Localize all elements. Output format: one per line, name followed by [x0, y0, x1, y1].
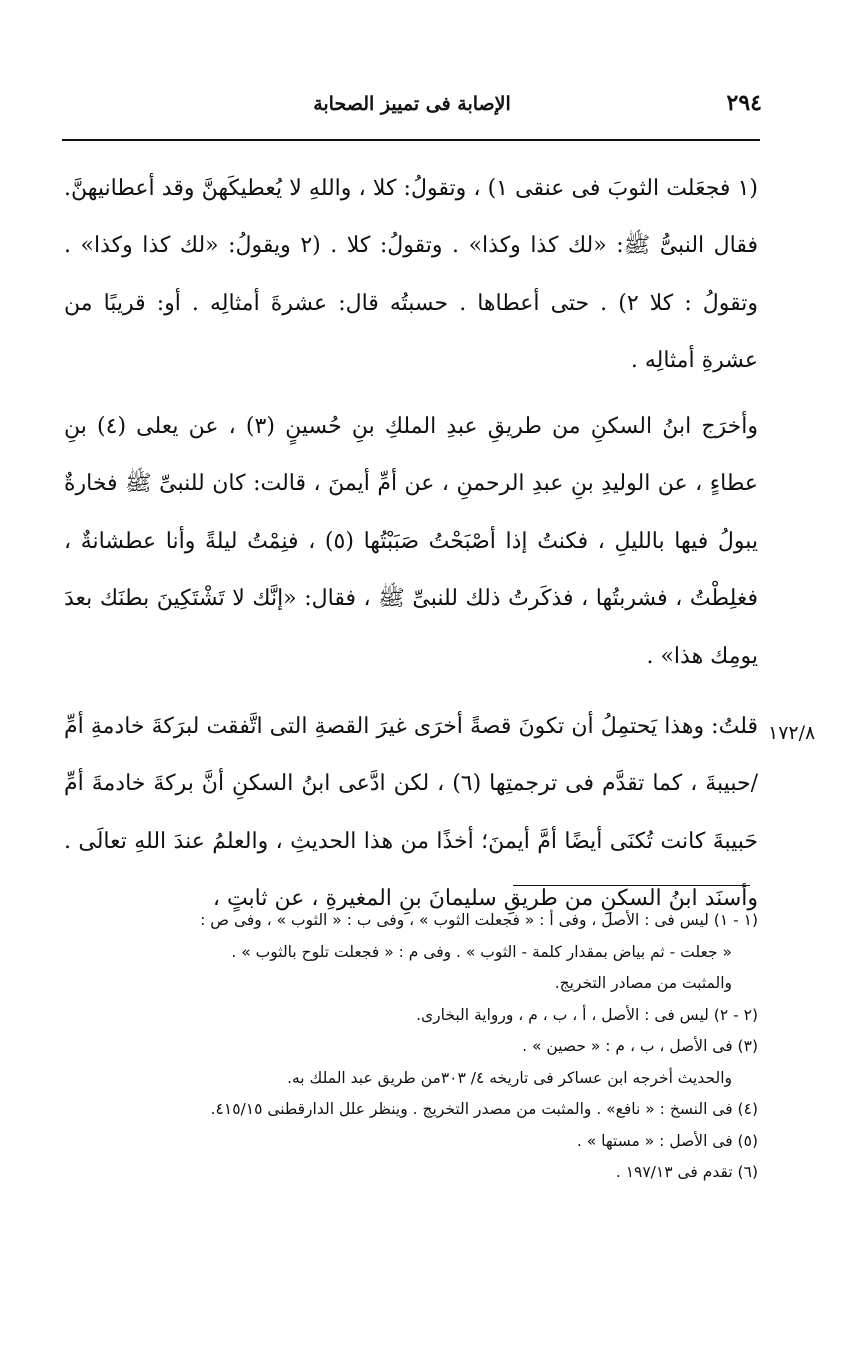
footnote-5: (٥) فى الأصل : « مستها » .: [576, 1131, 758, 1150]
footnote-separator: [513, 885, 750, 886]
footnote-6: (٦) تقدم فى ١٩٧/١٣ .: [615, 1163, 758, 1181]
footnote-4: (٤) فى النسخ : « نافع» . والمثبت من مصدر التخريج . وينظر علل الدارقطنى ٤١٥/١٥.: [210, 1100, 758, 1118]
footnote-1-cont-2: والمثبت من مصادر التخريج.: [554, 974, 732, 992]
margin-reference: ١٧٢/٨: [768, 722, 816, 744]
footnotes: [64, 905, 758, 1189]
running-title: الإصابة فى تمييز الصحابة: [313, 93, 511, 115]
footnote-3-cont: والحديث أخرجه ابن عساكر فى تاريخه ٤/ ٣٠٣من طريق عبد الملك به.: [287, 1068, 732, 1087]
paragraph-3: قلتُ: وهذا يَحتمِلُ أن تكونَ قصةً أخرَى غيرَ القصةِ التى اتَّفقت لبرَكةَ خادمةِ أمِّ /حبيبةَ ، كما تقدَّم فى ترجمتِها (٦) ، لكن ادَّعى ابنُ السكنِ أنَّ بركةَ خادمةَ أمِّ حَبيبةَ كانت تُكنَى أيضًا أمَّ أيمنَ؛ أخذًا من هذا الحديثِ ، والعلمُ عندَ اللهِ تعالَى . وأسنَد ابنُ السكنِ من طريقِ سليمانَ بنِ المغيرةِ ، عن ثابتٍ ،: [64, 714, 758, 912]
footnote-1: (١ - ١) ليس فى : الأصل ، وفى أ : « فجعلت الثوب » ، وفى ب : « الثوب » ، وفى ص :: [200, 911, 758, 929]
page-header: [62, 90, 762, 126]
footnote-1-cont: « جعلت - ثم بياض بمقدار كلمة - الثوب » . وفى م : « فجعلت تلوح بالثوب » .: [231, 942, 732, 961]
main-text: [64, 160, 758, 928]
header-rule: [62, 139, 760, 141]
footnote-2: (٢ - ٢) ليس فى : الأصل ، أ ، ب ، م ، ورواية البخارى.: [416, 1005, 758, 1024]
paragraph-2: وأخرَج ابنُ السكنِ من طريقِ عبدِ الملكِ بنِ حُسينٍ (٣) ، عن يعلى (٤) بنِ عطاءٍ ، عن الوليدِ بنِ عبدِ الرحمنِ ، عن أمِّ أيمنَ ، قالت: كان للنبىِّ ﷺ فخارةٌ يبولُ فيها بالليلِ ، فكنتُ إذا أصْبَحْتُ صَبَبْتُها (٥) ، فنِمْتُ ليلةً وأنا عطشانةٌ ، فغلِطْتُ ، فشربتُها ، فذكَرتُ ذلك للنبىِّ ﷺ ، فقال: «إنَّك لا تَشْتَكِينَ بطنَك بعدَ يومِك هذا» .: [64, 414, 759, 669]
page-number: ٢٩٤: [726, 90, 762, 116]
paragraph-1: (١ فجعَلت الثوبَ فى عنقى ١) ، وتقولُ: كلا ، واللهِ لا يُعطيكَهنَّ وقد أعطانيهنَّ. فقال النبىُّ ﷺ: «لك كذا وكذا» . وتقولُ: كلا . (٢ ويقولُ: «لك كذا وكذا» . وتقولُ : كلا ٢) . حتى أعطاها . حسبتُه قال: عشرةَ أمثالِه . أو: قريبًا من عشرةِ أمثالِه .: [64, 176, 759, 374]
footnote-3: (٣) فى الأصل ، ب ، م : « حصين » .: [522, 1037, 758, 1055]
